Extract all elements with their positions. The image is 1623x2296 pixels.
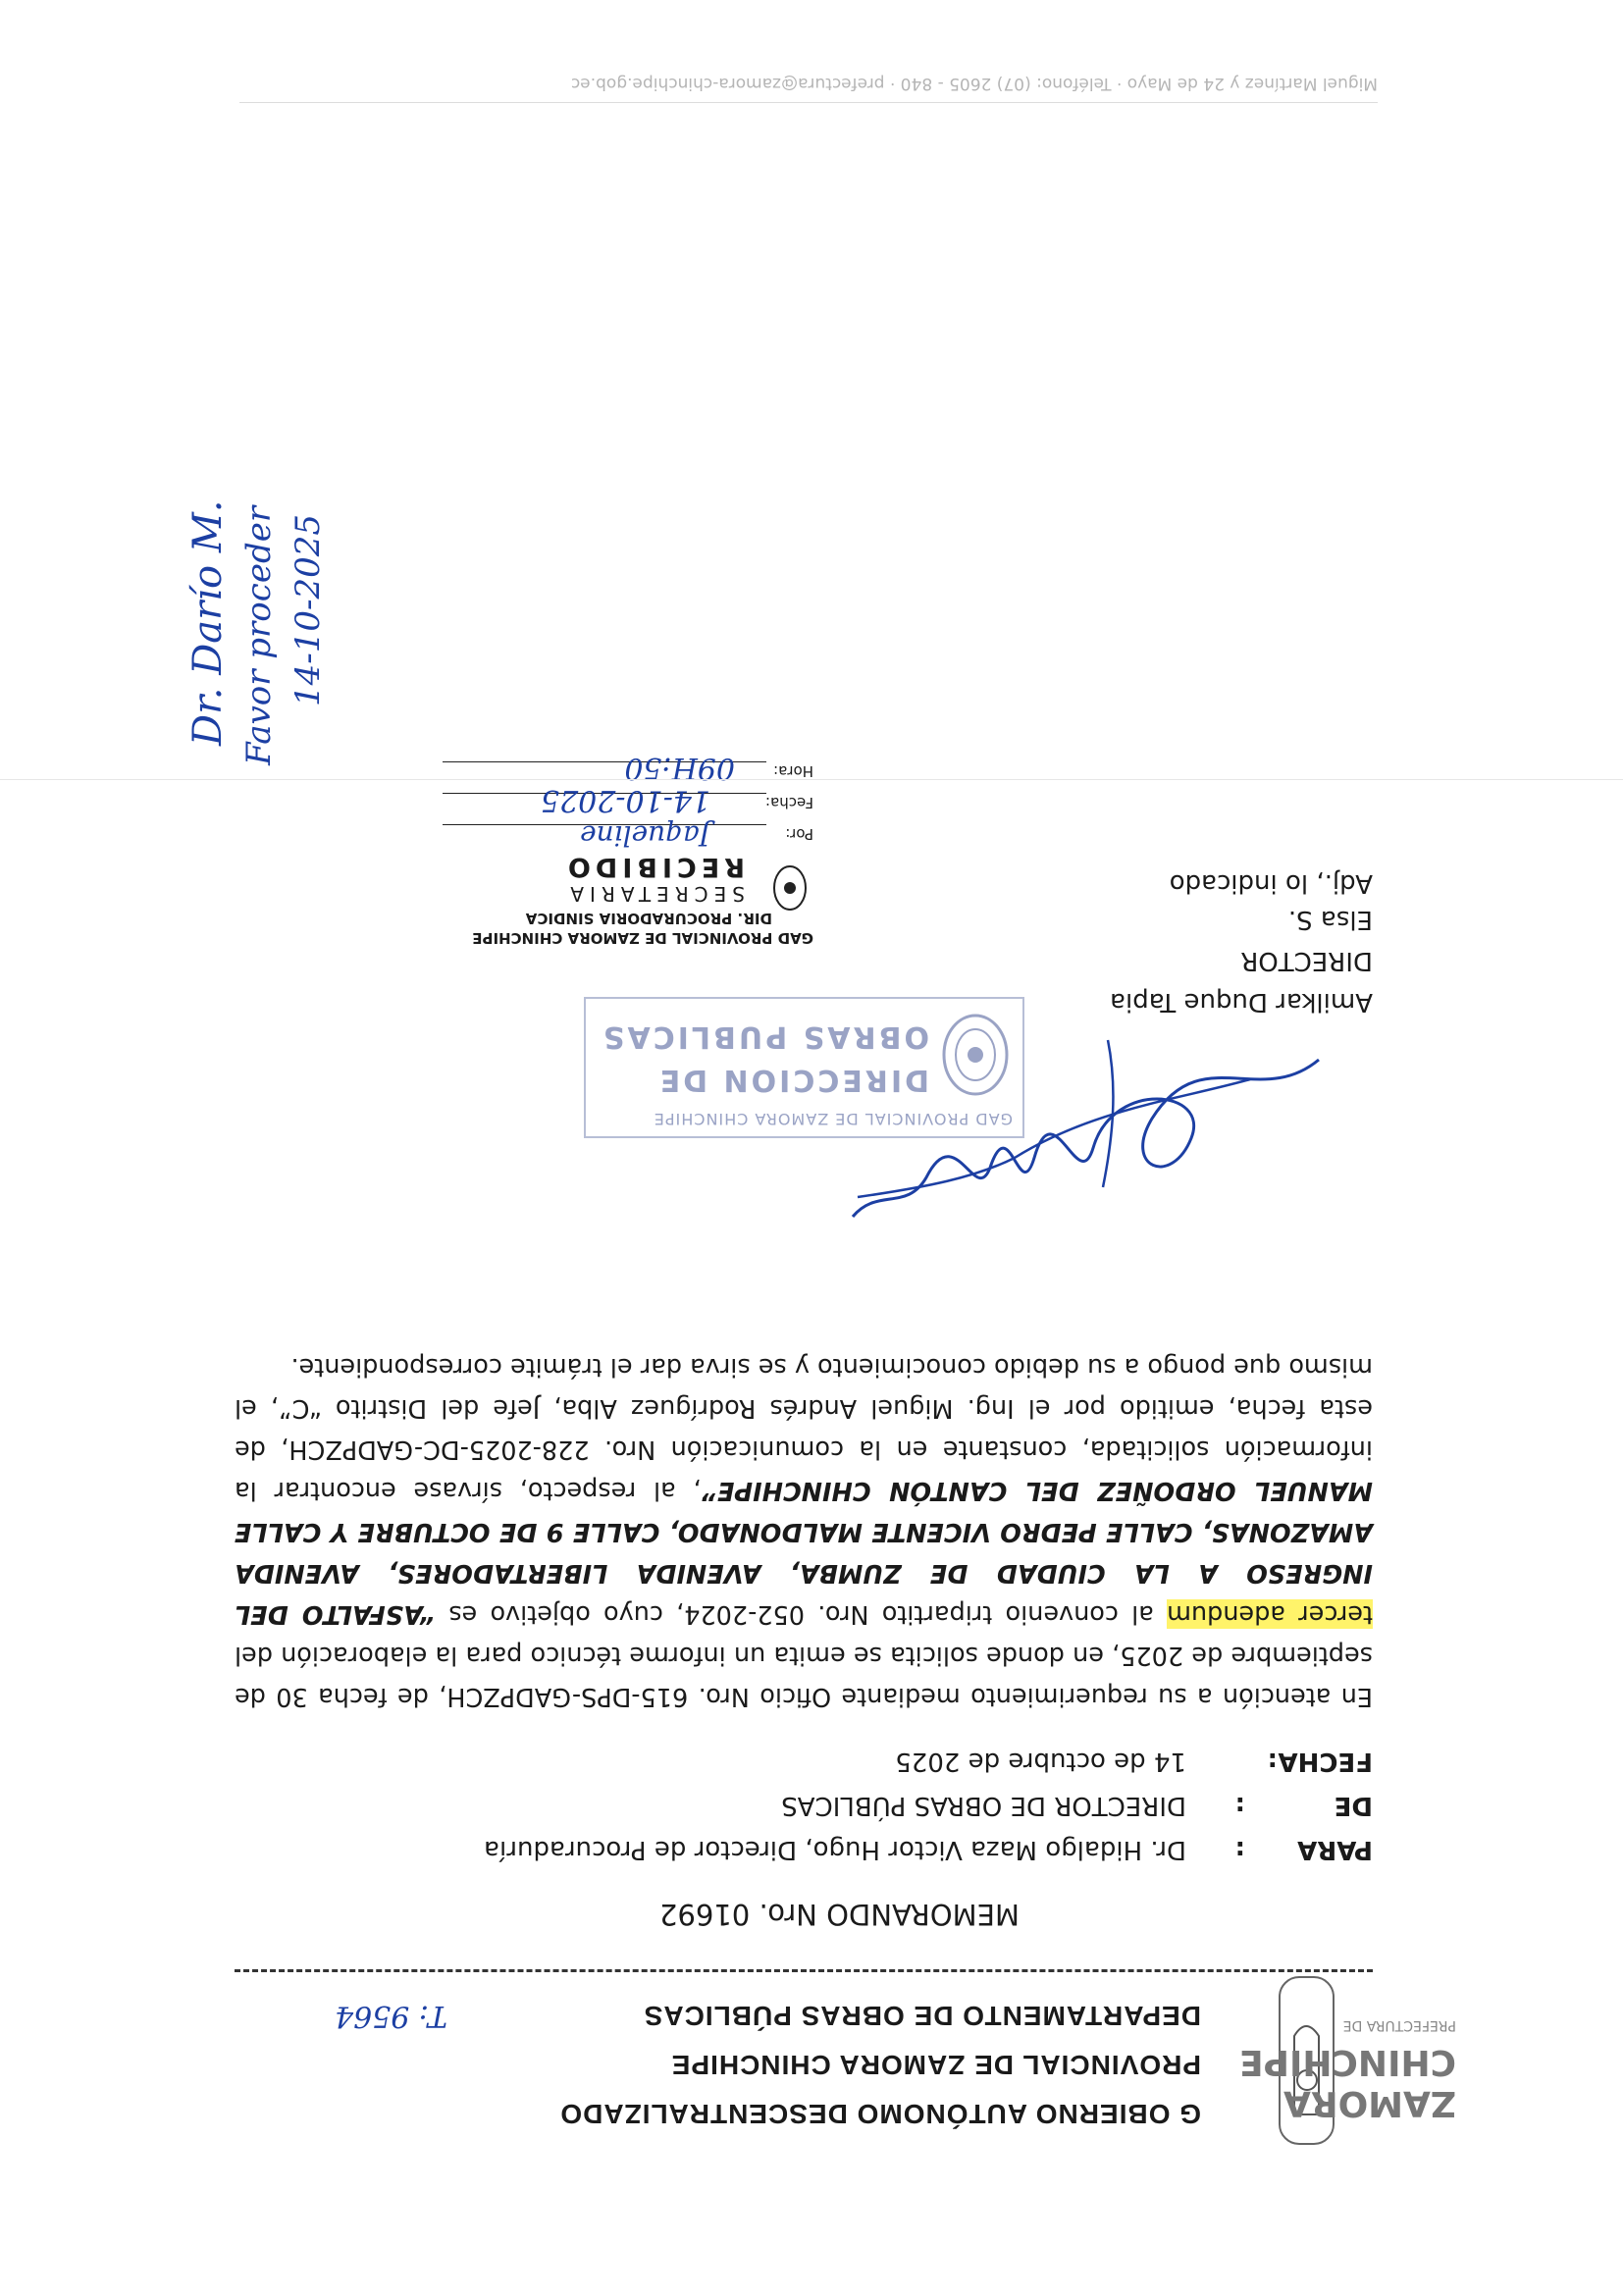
de-colon: : [1234, 1791, 1245, 1820]
signer-initials: Elsa S. [1287, 905, 1373, 934]
logo-text-line2: CHINCHIPE [1239, 2042, 1456, 2082]
signer-name: Amilkar Duque Tapia [1110, 987, 1373, 1017]
margin-note-line-1: Dr. Darío M. [185, 499, 231, 746]
handwritten-reference: T: 9564 [335, 1999, 447, 2033]
para-value: Dr. Hidalgo Maza Victor Hugo, Director de Procuraduría [484, 1835, 1186, 1864]
fecha-label: FECHA: [1267, 1747, 1373, 1776]
logo-text-line1: ZAMORA [1283, 2083, 1456, 2123]
fold-line [0, 779, 1623, 780]
page-footer: Miguel Martínez y 24 de Mayo · Teléfono: (07) 2605 - 840 · prefectura@zamora-chinchipe.gob.ec [570, 74, 1378, 93]
stamp-line-2: OBRAS PUBLICAS [600, 1019, 929, 1054]
received-hora-value: 09H:50 [624, 751, 735, 785]
memo-title: MEMORANDO Nro. 01692 [659, 1898, 1020, 1931]
header-line-1: G OBIERNO AUTÓNOMO DESCENTRALIZADO [559, 2099, 1201, 2129]
logo-subtext: PREFECTURA DE [1342, 2017, 1456, 2033]
director-signature [838, 1030, 1348, 1226]
de-label: DE [1334, 1791, 1373, 1820]
seal-icon [771, 863, 809, 913]
body-text-1: En atención a su requerimiento mediante Oficio Nro. 615-DPS-GADPZCH, de fecha 30 de septiembre de 2025, en donde solicita se emita un informe técnico para la elaboración del [235, 1641, 1373, 1711]
received-org-1: GAD PROVINCIAL DE ZAMORA CHINCHIPE [472, 929, 813, 947]
project-title: “ASFALTO DEL INGRESO A LA CIUDAD DE ZUMBA, AVENIDA LIBERTADORES, AVENIDA AMAZONAS, CALLE PEDRO VICENTE MALDONADO, CALLE 9 DE OCTUBRE Y CALLE MANUEL ORDOÑEZ DEL CANTÓN CHINCHIPE” [235, 1476, 1373, 1629]
received-stamp [436, 731, 813, 947]
received-secretaria: SECRETARIA [564, 882, 745, 906]
footer-rule [239, 102, 1378, 103]
handwritten-margin-note [185, 255, 342, 765]
received-title: RECIBIDO [562, 852, 745, 882]
highlighted-text: tercer adendum [1167, 1599, 1373, 1629]
body-text-3: , al respecto, sírvase encontrar la información solicitada, constante en la comunicación Nro. 228-2025-DC-GADPZCH, de esta fecha, emitido por el Ing. Miguel Andrés Rodríguez Alba, Jefe del Distrito “C”, el mismo que pongo a su debido conocimiento y se sirva dar el trámite correspondiente. [235, 1352, 1373, 1505]
margin-note-line-3: 14-10-2025 [288, 513, 328, 706]
margin-note-line-2: Favor proceder [239, 505, 279, 765]
stamp-line-1: DIRECCION DE [656, 1063, 929, 1097]
signer-block [1110, 899, 1373, 1022]
signer-role: DIRECTOR [1240, 946, 1373, 975]
stamp-title: GAD PROVINCIAL DE ZAMORA CHINCHIPE [653, 1110, 1013, 1128]
received-fecha-label: Fecha: [764, 794, 813, 811]
body-text-2: al convenio tripartito Nro. 052-2024, cuyo objetivo es [436, 1599, 1168, 1629]
received-fecha-value: 14-10-2025 [541, 783, 710, 817]
received-hora-label: Hora: [773, 762, 813, 780]
fecha-value: 14 de octubre de 2025 [895, 1747, 1186, 1776]
header-line-2: PROVINCIAL DE ZAMORA CHINCHIPE [670, 2050, 1201, 2080]
header-divider [235, 1969, 1373, 1972]
prefectura-logo [1239, 1972, 1461, 2149]
para-colon: : [1234, 1835, 1245, 1864]
header-line-3: DEPARTAMENTO DE OBRAS PÚBLICAS [643, 2001, 1201, 2031]
received-org-2: DIR. PROCURADORIA SINDICA [525, 910, 772, 927]
memo-body [235, 1346, 1373, 1717]
para-label: PARA [1297, 1835, 1373, 1864]
de-value: DIRECTOR DE OBRAS PÚBLICAS [781, 1791, 1186, 1820]
received-por-label: Por: [785, 825, 813, 843]
received-por-value: Jaqueline [580, 819, 710, 852]
attachment-note: Adj., lo indicado [1169, 868, 1373, 898]
